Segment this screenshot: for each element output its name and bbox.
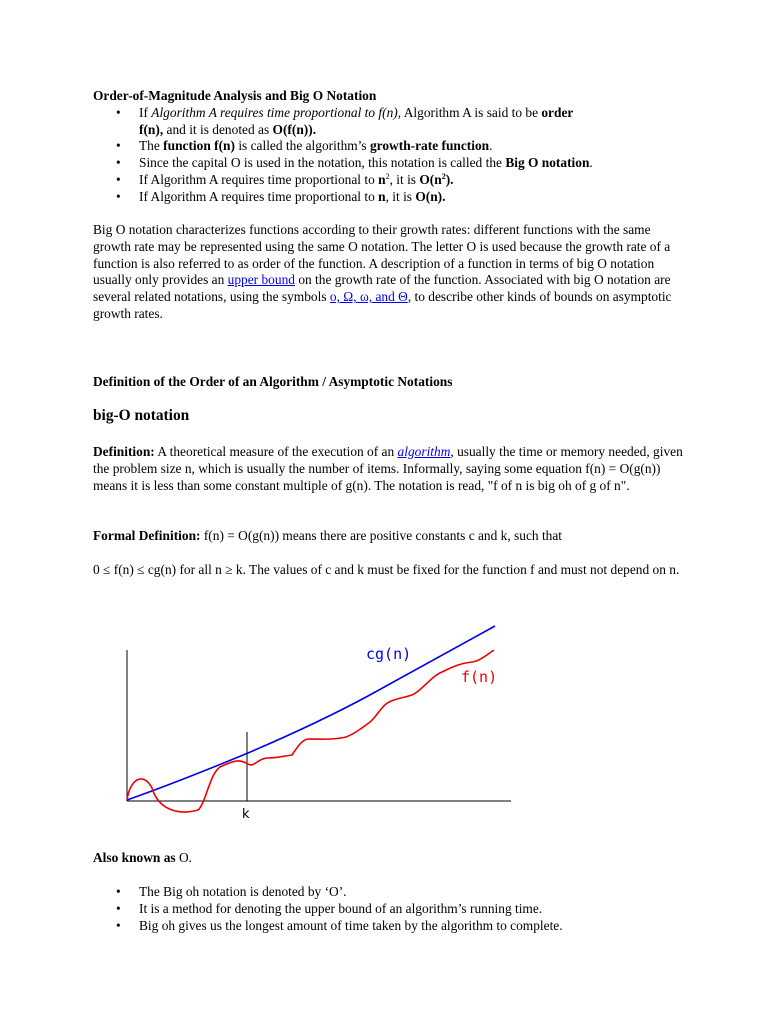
paragraph-big-o bbox=[93, 222, 683, 323]
f-curve bbox=[127, 650, 494, 812]
formal-definition bbox=[93, 528, 683, 545]
bold-text: n bbox=[378, 171, 386, 187]
upper-bound-link[interactable]: upper bound bbox=[227, 272, 295, 288]
formal-definition-label: Formal Definition: bbox=[93, 528, 201, 543]
bold-text: ). bbox=[445, 171, 454, 187]
text: Algorithm A is said to be bbox=[401, 104, 542, 120]
text: , to describe other kinds of bounds on asymptotic growth rates. bbox=[93, 289, 672, 321]
bullet-icon: • bbox=[116, 188, 121, 204]
algorithm-link[interactable]: algorithm bbox=[397, 444, 451, 459]
bold-text: f(n), bbox=[139, 121, 164, 137]
bullet-icon: • bbox=[116, 171, 121, 187]
list-item bbox=[93, 138, 683, 155]
list-item bbox=[93, 901, 683, 918]
bold-text: function f(n) bbox=[163, 138, 235, 154]
italic-text: Algorithm A requires time proportional to f(n), bbox=[151, 104, 402, 120]
superscript: 2 bbox=[385, 171, 390, 181]
text: The bbox=[139, 138, 164, 154]
big-o-graph bbox=[118, 618, 518, 826]
bullet-icon: • bbox=[116, 155, 121, 171]
bullet-icon: • bbox=[116, 917, 121, 933]
text: on the growth rate of the function. Associated with big O notation are several related notations, using the symbols bbox=[93, 272, 671, 305]
cg-curve bbox=[127, 626, 498, 800]
section-big-o-intro bbox=[93, 88, 683, 206]
text: A theoretical measure of the execution of an bbox=[154, 444, 398, 459]
text: It is a method for denoting the upper bound of an algorithm’s running time. bbox=[139, 900, 543, 916]
bullet-icon: • bbox=[116, 900, 121, 916]
bullet-icon: • bbox=[116, 104, 121, 120]
also-known-label: Also known as bbox=[93, 850, 176, 865]
list-item bbox=[93, 105, 683, 139]
text: f(n) = O(g(n)) means there are positive constants c and k, such that bbox=[200, 528, 563, 543]
bold-text: O(n). bbox=[415, 188, 446, 204]
bold-text: Big O notation bbox=[505, 155, 590, 171]
list-item bbox=[93, 155, 683, 172]
text: , it is bbox=[389, 171, 420, 187]
bullet-icon: • bbox=[116, 884, 121, 899]
definition-paragraph bbox=[93, 444, 683, 494]
related-notations-link[interactable]: o, Ω, ω, and Θ bbox=[329, 289, 408, 305]
text: . bbox=[589, 155, 593, 171]
text: and it is denoted as bbox=[163, 121, 273, 137]
text: Since the capital O is used in the notation, this notation is called the bbox=[139, 155, 506, 171]
text: , usually the time or memory needed, given the problem size n, which is usually the number of items. Informally, saying some equation f(n) = O(g(n)) means it is less than some constant multiple of g(n). The notation is read, "f of n is big oh of g of n". bbox=[93, 444, 683, 493]
definition-label: Definition: bbox=[93, 444, 155, 459]
section-title-definition: Definition of the Order of an Algorithm / Asymptotic Notations bbox=[93, 374, 453, 389]
bullet-list bbox=[93, 884, 683, 934]
text: . bbox=[489, 138, 493, 154]
also-known-as bbox=[93, 850, 683, 867]
bold-text: n bbox=[378, 188, 386, 204]
f-label: f(n) bbox=[461, 668, 498, 686]
text: , it is bbox=[385, 188, 416, 204]
subtitle-big-o: big-O notation bbox=[93, 407, 190, 424]
k-label: k bbox=[242, 807, 250, 822]
text: Big oh gives us the longest amount of time taken by the algorithm to complete. bbox=[139, 917, 563, 933]
cg-label: cg(n) bbox=[366, 645, 412, 663]
superscript: 2 bbox=[441, 171, 446, 181]
list-item bbox=[93, 172, 683, 189]
text: If Algorithm A requires time proportional to bbox=[139, 171, 379, 187]
text: The Big oh notation is denoted by ‘O’. bbox=[139, 884, 347, 899]
text: is called the algorithm’s bbox=[234, 138, 370, 154]
inequality-text: 0 ≤ f(n) ≤ cg(n) for all n ≥ k. The values of c and k must be fixed for the function f and must not depend on n. bbox=[93, 562, 680, 577]
bold-text: O(n bbox=[419, 171, 442, 187]
text: If bbox=[139, 104, 152, 120]
text: Big O notation characterizes functions according to their growth rates: different functions with the same growth rate may be represented using the same O notation. The letter O is used because the growth rate of a function is also referred to as order of the function. A description of a function in terms of big O notation usually only provides an bbox=[93, 222, 671, 288]
bullet-icon: • bbox=[116, 138, 121, 154]
bullet-list bbox=[93, 105, 683, 206]
section-big-o-summary bbox=[93, 884, 683, 934]
list-item bbox=[93, 189, 683, 206]
text: O. bbox=[175, 850, 192, 865]
list-item bbox=[93, 918, 683, 935]
list-item bbox=[93, 884, 683, 901]
inequality-paragraph bbox=[93, 562, 683, 579]
bold-text: O(f(n)). bbox=[272, 121, 317, 137]
section-title: Order-of-Magnitude Analysis and Big O Notation bbox=[93, 88, 377, 103]
bold-text: growth-rate function bbox=[369, 138, 490, 154]
text: If Algorithm A requires time proportional to bbox=[139, 188, 379, 204]
bold-text: order bbox=[541, 104, 574, 120]
